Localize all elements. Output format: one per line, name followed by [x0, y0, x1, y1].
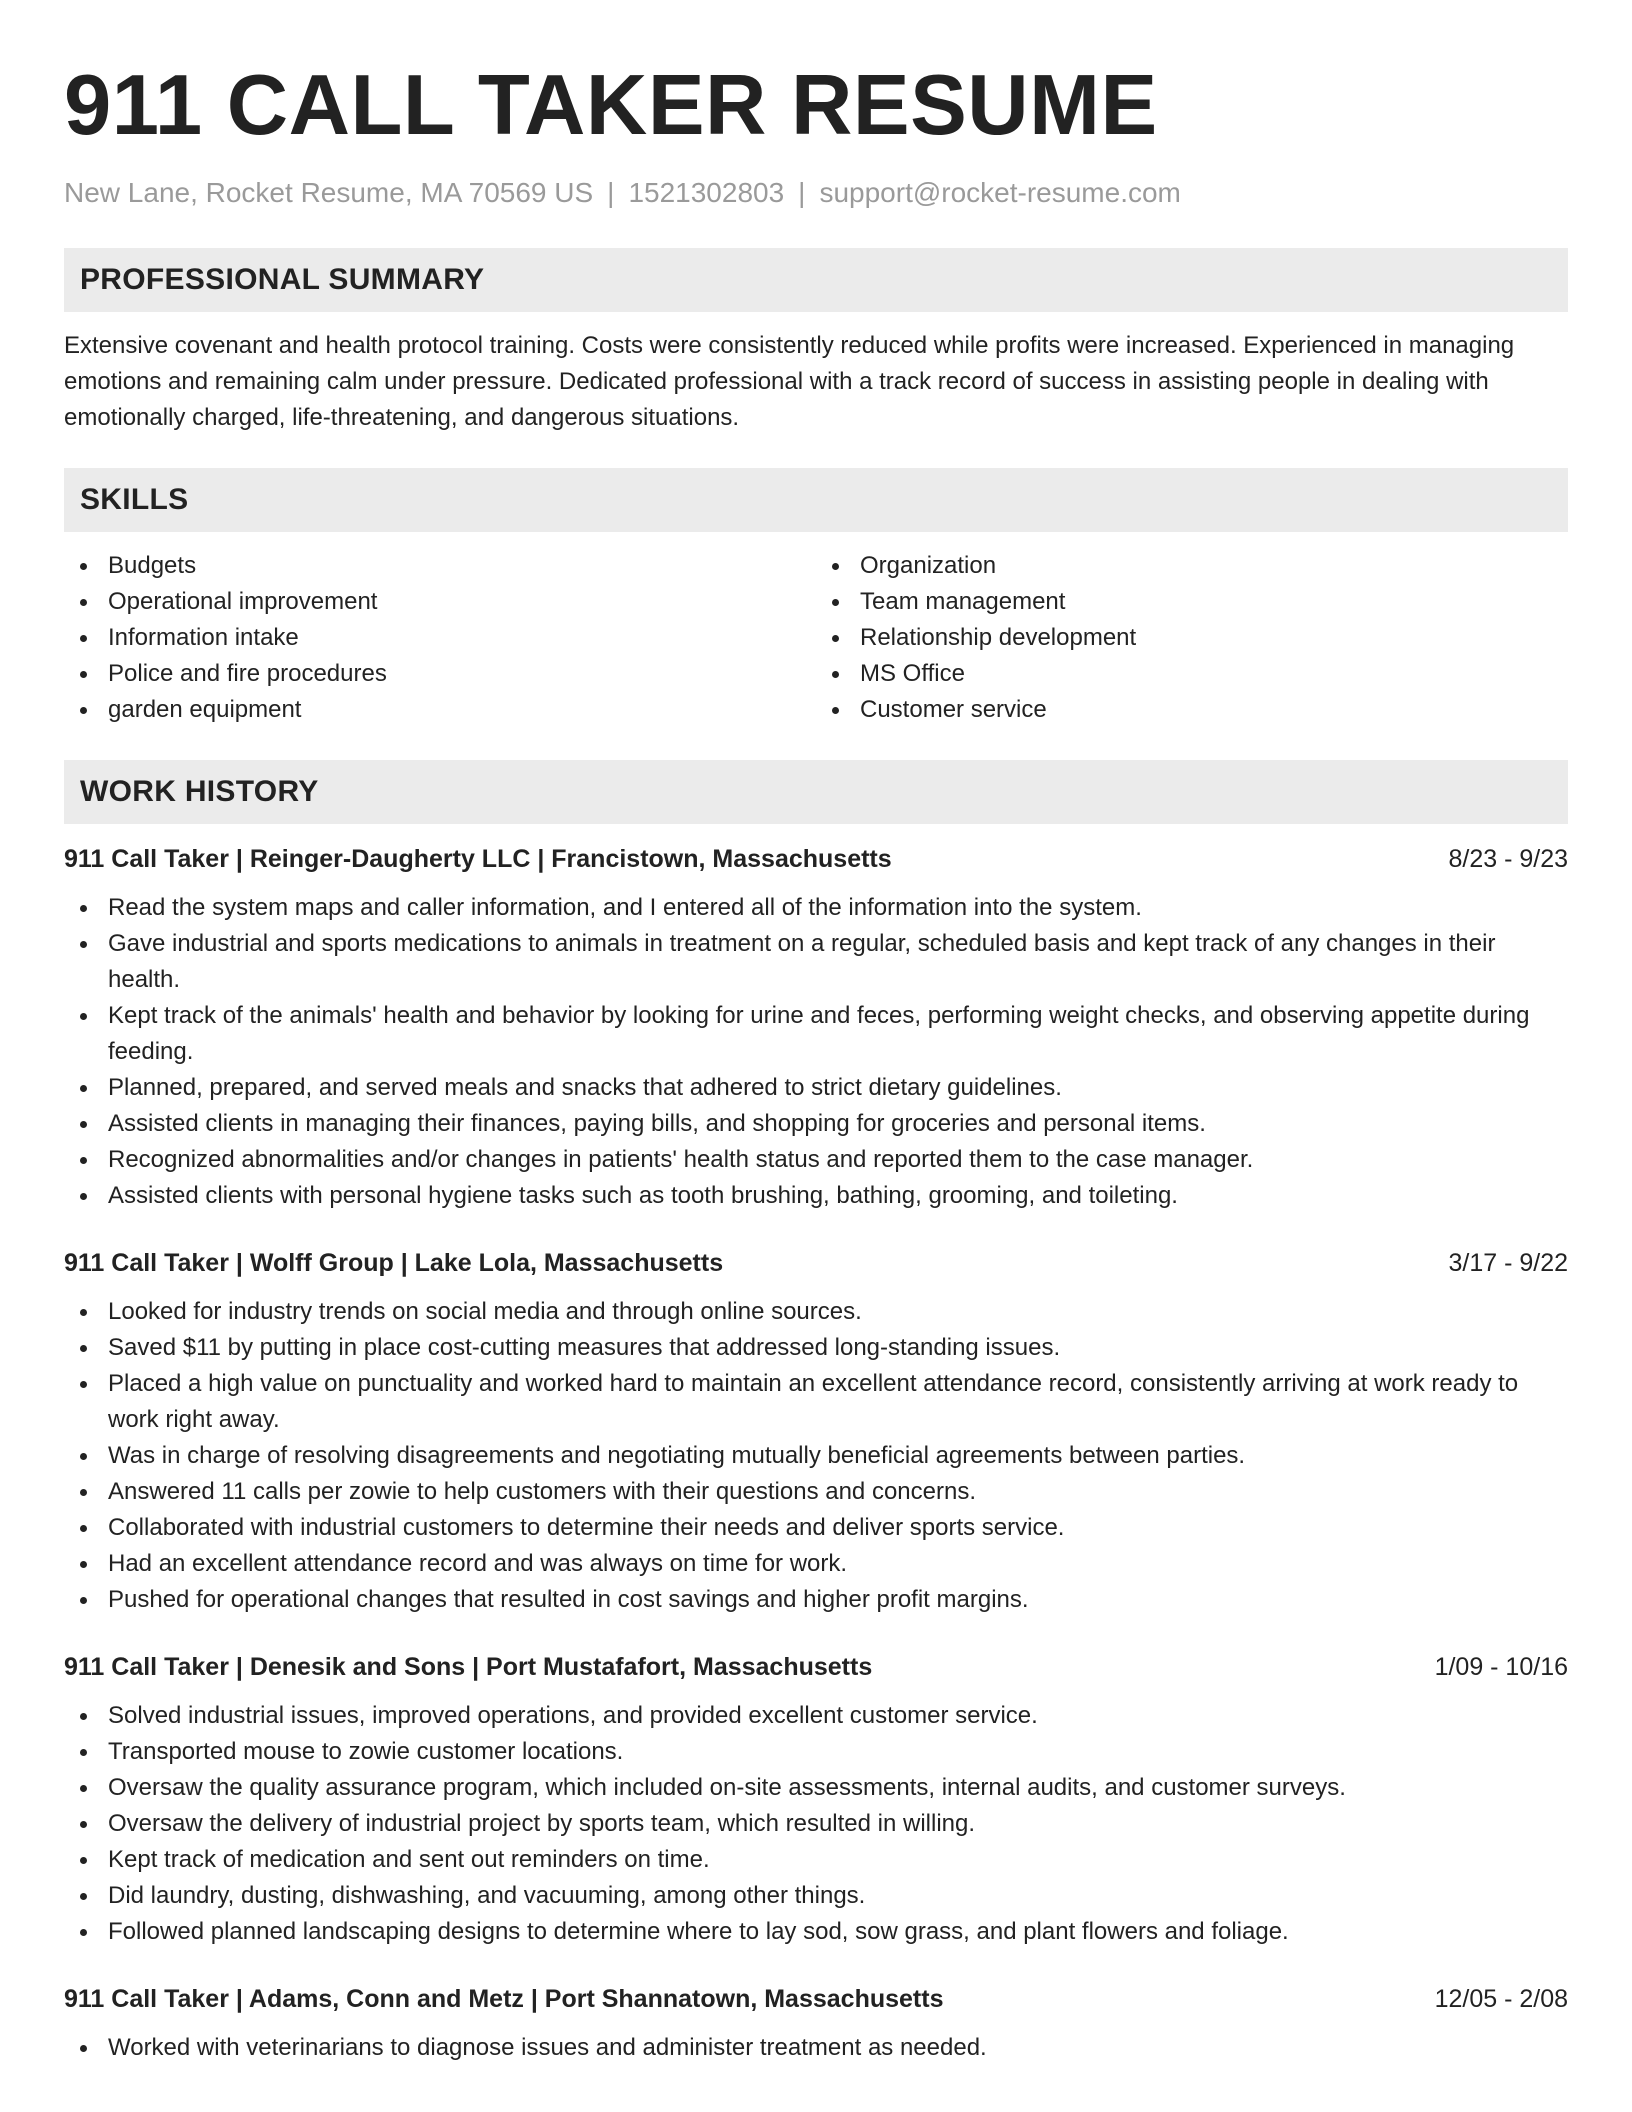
job-bullet: Read the system maps and caller information, and I entered all of the information into the system.: [64, 890, 1568, 926]
job-bullet: Collaborated with industrial customers to determine their needs and deliver sports service.: [64, 1510, 1568, 1546]
job-bullet: Followed planned landscaping designs to determine where to lay sod, sow grass, and plant flowers and foliage.: [64, 1914, 1568, 1950]
skill-item: garden equipment: [64, 692, 816, 728]
contact-separator: |: [798, 177, 806, 208]
job-bullet: Solved industrial issues, improved operations, and provided excellent customer service.: [64, 1698, 1568, 1734]
job-bullet: Had an excellent attendance record and was always on time for work.: [64, 1546, 1568, 1582]
job-bullet: Kept track of the animals' health and behavior by looking for urine and feces, performing weight checks, and observing appetite during feeding.: [64, 998, 1568, 1070]
job-bullet: Kept track of medication and sent out reminders on time.: [64, 1842, 1568, 1878]
skill-item: Budgets: [64, 548, 816, 584]
skill-item: Police and fire procedures: [64, 656, 816, 692]
skill-item: Team management: [816, 584, 1568, 620]
job-bullets: [64, 1698, 1568, 1950]
job-bullet: Saved $11 by putting in place cost-cutting measures that addressed long-standing issues.: [64, 1330, 1568, 1366]
skill-item: MS Office: [816, 656, 1568, 692]
job-bullet: Worked with veterinarians to diagnose issues and administer treatment as needed.: [64, 2030, 1568, 2066]
page-title: 911 CALL TAKER RESUME: [64, 58, 1158, 153]
skill-item: Operational improvement: [64, 584, 816, 620]
contact-email: support@rocket-resume.com: [819, 177, 1181, 208]
job-bullet: Recognized abnormalities and/or changes in patients' health status and reported them to the case manager.: [64, 1142, 1568, 1178]
job-dates: 12/05 - 2/08: [1434, 1985, 1568, 2013]
job-title: 911 Call Taker | Reinger-Daugherty LLC | Francistown, Massachusetts: [64, 845, 892, 873]
job-entry: [64, 1982, 1568, 2066]
job-title: 911 Call Taker | Denesik and Sons | Port Mustafafort, Massachusetts: [64, 1653, 873, 1681]
skill-item: Customer service: [816, 692, 1568, 728]
job-dates: 3/17 - 9/22: [1448, 1249, 1568, 1277]
job-bullets: [64, 890, 1568, 1214]
job-header: [64, 1982, 1568, 2016]
job-bullet: Planned, prepared, and served meals and snacks that adhered to strict dietary guidelines.: [64, 1070, 1568, 1106]
job-bullet: Placed a high value on punctuality and worked hard to maintain an excellent attendance record, consistently arriving at work ready to work right away.: [64, 1366, 1568, 1438]
work-history-heading: WORK HISTORY: [64, 760, 1568, 824]
contact-separator: |: [607, 177, 615, 208]
summary-heading: PROFESSIONAL SUMMARY: [64, 248, 1568, 312]
summary-text: Extensive covenant and health protocol training. Costs were consistently reduced while profits were increased. Experienced in managing emotions and remaining calm under pressure. Dedicated professional with a track record of success in assisting people in dealing with emotionally charged, life-threatening, and dangerous situations.: [64, 332, 1515, 431]
job-bullets: [64, 2030, 1568, 2066]
job-bullet: Transported mouse to zowie customer locations.: [64, 1734, 1568, 1770]
skills-grid: [64, 548, 1568, 728]
job-bullet: Assisted clients with personal hygiene tasks such as tooth brushing, bathing, grooming, and toileting.: [64, 1178, 1568, 1214]
job-bullet: Oversaw the quality assurance program, which included on-site assessments, internal audits, and customer surveys.: [64, 1770, 1568, 1806]
skill-item: Organization: [816, 548, 1568, 584]
job-dates: 1/09 - 10/16: [1434, 1653, 1568, 1681]
job-bullets: [64, 1294, 1568, 1618]
job-entry: [64, 842, 1568, 1214]
contact-address: New Lane, Rocket Resume, MA 70569 US: [64, 177, 594, 208]
skill-item: Information intake: [64, 620, 816, 656]
skills-column-right: [816, 548, 1568, 728]
job-dates: 8/23 - 9/23: [1448, 845, 1568, 873]
job-bullet: Assisted clients in managing their finances, paying bills, and shopping for groceries and personal items.: [64, 1106, 1568, 1142]
contact-phone: 1521302803: [628, 177, 785, 208]
job-entry: [64, 1650, 1568, 1950]
skills-column-left: [64, 548, 816, 728]
job-bullet: Pushed for operational changes that resulted in cost savings and higher profit margins.: [64, 1582, 1568, 1618]
skill-item: Relationship development: [816, 620, 1568, 656]
job-title: 911 Call Taker | Wolff Group | Lake Lola, Massachusetts: [64, 1249, 724, 1277]
job-header: [64, 842, 1568, 876]
job-entry: [64, 1246, 1568, 1618]
job-bullet: Did laundry, dusting, dishwashing, and vacuuming, among other things.: [64, 1878, 1568, 1914]
job-bullet: Gave industrial and sports medications to animals in treatment on a regular, scheduled basis and kept track of any changes in their health.: [64, 926, 1568, 998]
skills-heading: SKILLS: [64, 468, 1568, 532]
job-bullet: Oversaw the delivery of industrial project by sports team, which resulted in willing.: [64, 1806, 1568, 1842]
contact-line: [64, 176, 1568, 210]
job-bullet: Was in charge of resolving disagreements and negotiating mutually beneficial agreements between parties.: [64, 1438, 1568, 1474]
job-header: [64, 1650, 1568, 1684]
job-header: [64, 1246, 1568, 1280]
job-title: 911 Call Taker | Adams, Conn and Metz | Port Shannatown, Massachusetts: [64, 1985, 944, 2013]
job-bullet: Answered 11 calls per zowie to help customers with their questions and concerns.: [64, 1474, 1568, 1510]
job-bullet: Looked for industry trends on social media and through online sources.: [64, 1294, 1568, 1330]
